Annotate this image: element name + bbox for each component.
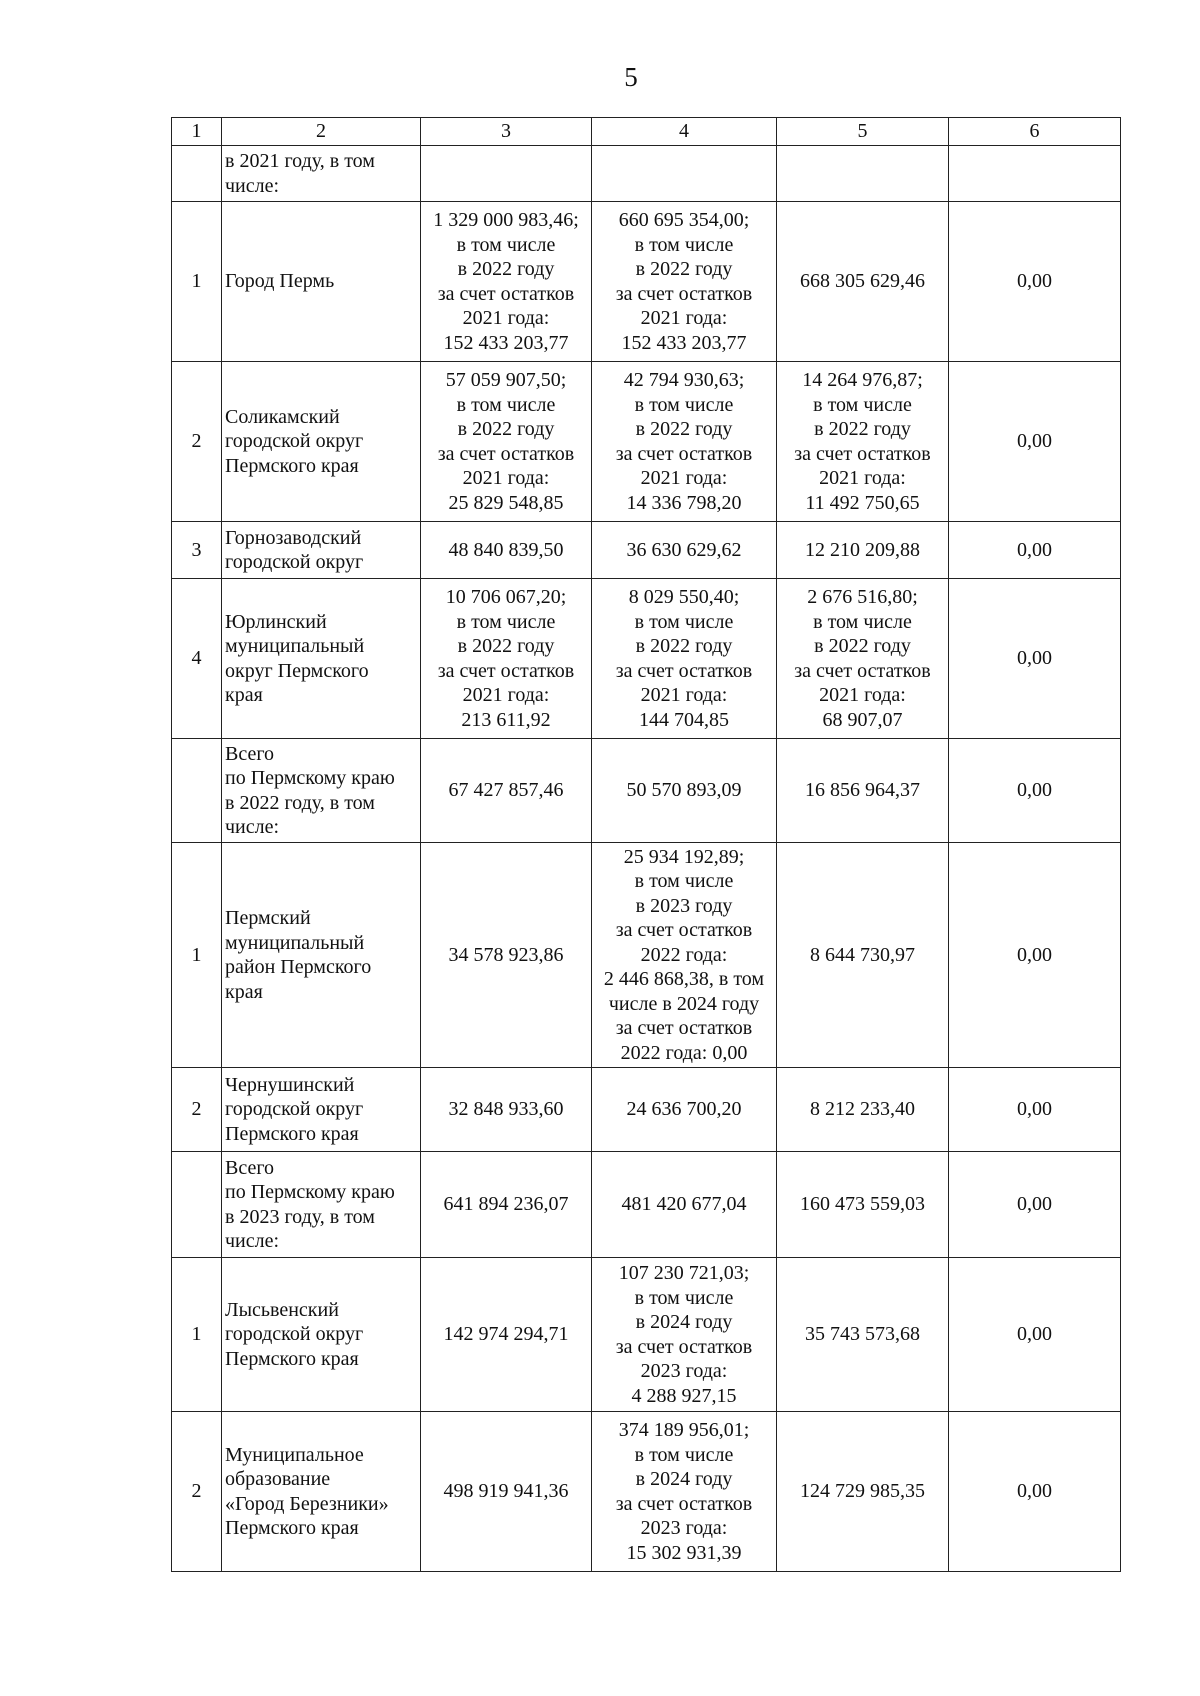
cell-line: 0,00 <box>1017 1323 1052 1346</box>
cell-line: в 2024 году <box>635 1311 733 1333</box>
cell-line: Чернушинский <box>225 1073 355 1096</box>
table-row <box>172 202 1121 362</box>
cell-line: Горнозаводский <box>225 526 362 549</box>
cell-line: 660 695 354,00; <box>618 209 750 231</box>
cell-line: в том числе <box>456 610 556 633</box>
cell-line: в 2022 году <box>635 418 733 440</box>
col5-amount-cell <box>777 146 949 202</box>
cell-line: Всего <box>225 742 275 765</box>
cell-line: 0,00 <box>1017 538 1052 561</box>
cell-line: в 2021 году, в том <box>225 150 375 172</box>
table-body <box>172 118 1121 1572</box>
col4-amount-cell <box>592 202 777 362</box>
cell-line: в 2024 году <box>635 1468 733 1490</box>
col6-amount-cell <box>949 362 1121 522</box>
cell-line: 374 189 956,01; <box>618 1419 750 1441</box>
cell-line: 35 743 573,68 <box>805 1323 920 1346</box>
col6-amount-cell <box>949 202 1121 362</box>
col6-amount-cell <box>949 1258 1121 1412</box>
cell-line: в том числе <box>634 610 734 633</box>
cell-line: 32 848 933,60 <box>448 1098 564 1121</box>
col6-amount-cell <box>949 146 1121 202</box>
cell-line: 2022 года: <box>640 943 728 966</box>
table-row <box>172 739 1121 843</box>
table-row <box>172 843 1121 1068</box>
cell-line: 4 288 927,15 <box>631 1384 737 1407</box>
col5-amount-cell <box>777 579 949 739</box>
cell-line: 2021 года: <box>819 684 906 706</box>
cell-line: за счет остатков <box>615 1335 753 1358</box>
cell-line: 2021 года: <box>462 467 550 489</box>
cell-line: за счет остатков <box>615 1017 753 1040</box>
cell-line: Соликамский <box>225 405 340 428</box>
table-row <box>172 1068 1121 1152</box>
cell-line: 12 210 209,88 <box>805 538 920 561</box>
cell-line: 2022 года: 0,00 <box>620 1041 748 1064</box>
cell-line: за счет остатков <box>615 282 753 305</box>
cell-line: в 2022 году <box>635 635 733 657</box>
cell-line: городской округ <box>225 430 364 453</box>
col3-amount-cell <box>421 579 592 739</box>
row-number-cell: 2 <box>172 362 222 522</box>
cell-line: 68 907,07 <box>822 708 903 731</box>
cell-line: в том числе <box>634 1443 734 1466</box>
cell-line: муниципальный <box>225 635 365 657</box>
col3-amount-cell <box>421 362 592 522</box>
header-cell: 2 <box>222 118 421 146</box>
table-row <box>172 146 1121 202</box>
municipality-cell <box>222 522 421 579</box>
cell-line: 42 794 930,63; <box>623 369 745 391</box>
row-number-cell <box>172 1152 222 1258</box>
cell-line: в 2022 году <box>814 635 911 657</box>
cell-line: 2021 года: <box>819 467 906 489</box>
table-row <box>172 1152 1121 1258</box>
municipality-cell <box>222 843 421 1068</box>
cell-line: 498 919 941,36 <box>443 1480 569 1503</box>
cell-line: округ Пермского <box>225 659 369 682</box>
col5-amount-cell <box>777 1152 949 1258</box>
col4-amount-cell <box>592 739 777 843</box>
row-number-cell: 1 <box>172 843 222 1068</box>
cell-line: за счет остатков <box>615 659 753 682</box>
cell-line: 0,00 <box>1017 270 1052 293</box>
col6-amount-cell <box>949 1068 1121 1152</box>
table-header-row <box>172 118 1121 146</box>
cell-line: 34 578 923,86 <box>448 943 564 966</box>
cell-line: 2021 года: <box>640 467 728 489</box>
cell-line: в 2022 году, в том <box>225 791 375 814</box>
municipality-cell <box>222 202 421 362</box>
table-row <box>172 1412 1121 1572</box>
cell-line: 481 420 677,04 <box>621 1193 747 1216</box>
cell-line: Пермского края <box>225 454 359 477</box>
col3-amount-cell <box>421 1068 592 1152</box>
col6-amount-cell <box>949 843 1121 1068</box>
cell-line: числе в 2024 году <box>608 992 760 1015</box>
cell-line: 160 473 559,03 <box>800 1193 925 1216</box>
cell-line: 2021 года: <box>462 684 550 706</box>
cell-line: «Город Березники» <box>225 1492 389 1515</box>
cell-line: 0,00 <box>1017 647 1052 670</box>
col3-amount-cell <box>421 1152 592 1258</box>
cell-line: в 2022 году <box>635 258 733 280</box>
cell-line: 668 305 629,46 <box>800 270 925 293</box>
cell-line: Юрлинский <box>225 610 327 633</box>
cell-line: 2023 года: <box>640 1517 728 1539</box>
cell-line: образование <box>225 1468 331 1490</box>
col3-amount-cell <box>421 522 592 579</box>
row-number-cell: 3 <box>172 522 222 579</box>
municipality-cell <box>222 1152 421 1258</box>
col3-amount-cell <box>421 202 592 362</box>
cell-line: числе: <box>225 1230 280 1252</box>
cell-line: 0,00 <box>1017 430 1052 453</box>
col4-amount-cell <box>592 843 777 1068</box>
cell-line: по Пермскому краю <box>225 767 395 789</box>
col6-amount-cell <box>949 579 1121 739</box>
row-number-cell <box>172 739 222 843</box>
cell-line: в том числе <box>634 1286 734 1309</box>
header-cell: 3 <box>421 118 592 146</box>
municipality-cell <box>222 1258 421 1412</box>
cell-line: 25 829 548,85 <box>448 491 564 514</box>
cell-line: за счет остатков <box>437 659 575 682</box>
cell-line: в том числе <box>456 233 556 256</box>
col4-amount-cell <box>592 1258 777 1412</box>
cell-line: в том числе <box>634 233 734 256</box>
row-number-cell: 2 <box>172 1412 222 1572</box>
cell-line: 0,00 <box>1017 943 1052 966</box>
cell-line: 57 059 907,50; <box>445 369 567 391</box>
cell-line: края <box>225 980 263 1003</box>
cell-line: числе: <box>225 816 280 838</box>
cell-line: 2021 года: <box>640 684 728 706</box>
cell-line: Лысьвенский <box>225 1298 339 1321</box>
cell-line: в 2023 году <box>635 894 733 917</box>
cell-line: по Пермскому краю <box>225 1181 395 1203</box>
cell-line: 8 212 233,40 <box>810 1098 915 1121</box>
table-row <box>172 522 1121 579</box>
cell-line: 2021 года: <box>640 307 728 329</box>
col5-amount-cell <box>777 202 949 362</box>
cell-line: 213 611,92 <box>461 708 551 731</box>
cell-line: в 2022 году <box>457 258 555 280</box>
col5-amount-cell <box>777 1068 949 1152</box>
col4-amount-cell <box>592 146 777 202</box>
cell-line: 0,00 <box>1017 1480 1052 1503</box>
municipality-cell <box>222 1412 421 1572</box>
cell-line: 11 492 750,65 <box>805 491 920 514</box>
cell-line: 25 934 192,89; <box>623 845 745 868</box>
col4-amount-cell <box>592 362 777 522</box>
table-row <box>172 579 1121 739</box>
col3-amount-cell <box>421 146 592 202</box>
cell-line: за счет остатков <box>615 1492 753 1515</box>
cell-line: 14 336 798,20 <box>626 491 742 514</box>
col4-amount-cell <box>592 522 777 579</box>
cell-line: 124 729 985,35 <box>800 1480 925 1503</box>
cell-line: края <box>225 684 263 706</box>
cell-line: 107 230 721,03; <box>618 1262 750 1284</box>
cell-line: 2021 года: <box>462 307 550 329</box>
cell-line: в 2022 году <box>814 418 911 440</box>
cell-line: в том числе <box>813 393 912 416</box>
cell-line: 16 856 964,37 <box>805 779 920 802</box>
cell-line: в том числе <box>456 393 556 416</box>
cell-line: 142 974 294,71 <box>443 1323 569 1346</box>
col4-amount-cell <box>592 1412 777 1572</box>
cell-line: городской округ <box>225 1098 364 1121</box>
municipality-cell <box>222 146 421 202</box>
cell-line: городской округ <box>225 1323 364 1346</box>
col6-amount-cell <box>949 1152 1121 1258</box>
col4-amount-cell <box>592 1152 777 1258</box>
header-cell: 4 <box>592 118 777 146</box>
cell-line: в 2022 году <box>457 635 555 657</box>
col3-amount-cell <box>421 739 592 843</box>
col6-amount-cell <box>949 522 1121 579</box>
cell-line: за счет остатков <box>794 442 931 465</box>
cell-line: 36 630 629,62 <box>626 538 742 561</box>
cell-line: в том числе <box>813 610 912 633</box>
col6-amount-cell <box>949 739 1121 843</box>
row-number-cell <box>172 146 222 202</box>
cell-line: 67 427 857,46 <box>448 779 564 802</box>
col4-amount-cell <box>592 579 777 739</box>
col3-amount-cell <box>421 1258 592 1412</box>
cell-line: 15 302 931,39 <box>626 1541 742 1564</box>
cell-line: 2 446 868,38, в том <box>603 968 765 991</box>
cell-line: 152 433 203,77 <box>443 331 569 354</box>
cell-line: 144 704,85 <box>639 708 729 731</box>
col3-amount-cell <box>421 1412 592 1572</box>
cell-line: за счет остатков <box>615 442 753 465</box>
header-cell: 1 <box>172 118 222 146</box>
header-cell: 5 <box>777 118 949 146</box>
row-number-cell: 2 <box>172 1068 222 1152</box>
cell-line: за счет остатков <box>437 442 575 465</box>
cell-line: 2023 года: <box>640 1360 728 1382</box>
cell-line: 0,00 <box>1017 779 1052 802</box>
col3-amount-cell <box>421 843 592 1068</box>
cell-line: 1 329 000 983,46; <box>433 209 579 231</box>
cell-line: Пермский <box>225 907 311 929</box>
cell-line: 48 840 839,50 <box>448 538 564 561</box>
municipality-cell <box>222 362 421 522</box>
cell-line: Всего <box>225 1156 275 1179</box>
cell-line: городской округ <box>225 551 364 573</box>
cell-line: за счет остатков <box>437 282 575 305</box>
cell-line: 10 706 067,20; <box>445 586 567 608</box>
cell-line: Пермского края <box>225 1347 359 1370</box>
row-number-cell: 1 <box>172 1258 222 1412</box>
col5-amount-cell <box>777 739 949 843</box>
cell-line: 24 636 700,20 <box>626 1098 742 1121</box>
cell-line: 14 264 976,87; <box>802 369 923 391</box>
cell-line: 8 029 550,40; <box>628 586 740 608</box>
cell-line: за счет остатков <box>615 919 753 942</box>
page-number: 5 <box>624 62 638 92</box>
cell-line: Муниципальное <box>225 1443 364 1466</box>
col5-amount-cell <box>777 843 949 1068</box>
cell-line: в том числе <box>634 393 734 416</box>
cell-line: Пермского края <box>225 1122 359 1145</box>
cell-line: Пермского края <box>225 1517 359 1539</box>
cell-line: район Пермского <box>225 956 372 978</box>
header-cell: 6 <box>949 118 1121 146</box>
cell-line: муниципальный <box>225 931 365 954</box>
cell-line: 2 676 516,80; <box>807 586 918 608</box>
municipality-cell <box>222 739 421 843</box>
cell-line: Город Пермь <box>225 270 335 293</box>
municipality-cell <box>222 1068 421 1152</box>
col4-amount-cell <box>592 1068 777 1152</box>
cell-line: 0,00 <box>1017 1193 1052 1216</box>
col5-amount-cell <box>777 362 949 522</box>
cell-line: за счет остатков <box>794 659 931 682</box>
municipality-cell <box>222 579 421 739</box>
table-row <box>172 362 1121 522</box>
cell-line: в том числе <box>634 870 734 893</box>
cell-line: 641 894 236,07 <box>443 1193 569 1216</box>
row-number-cell: 4 <box>172 579 222 739</box>
table-row <box>172 1258 1121 1412</box>
cell-line: числе: <box>225 174 280 197</box>
cell-line: 152 433 203,77 <box>621 331 747 354</box>
cell-line: 0,00 <box>1017 1098 1052 1121</box>
cell-line: 50 570 893,09 <box>626 779 742 802</box>
col6-amount-cell <box>949 1412 1121 1572</box>
col5-amount-cell <box>777 1258 949 1412</box>
col5-amount-cell <box>777 1412 949 1572</box>
cell-line: 8 644 730,97 <box>810 943 915 966</box>
allocation-table <box>171 117 1121 1572</box>
cell-line: в 2023 году, в том <box>225 1205 375 1228</box>
row-number-cell: 1 <box>172 202 222 362</box>
cell-line: в 2022 году <box>457 418 555 440</box>
col5-amount-cell <box>777 522 949 579</box>
